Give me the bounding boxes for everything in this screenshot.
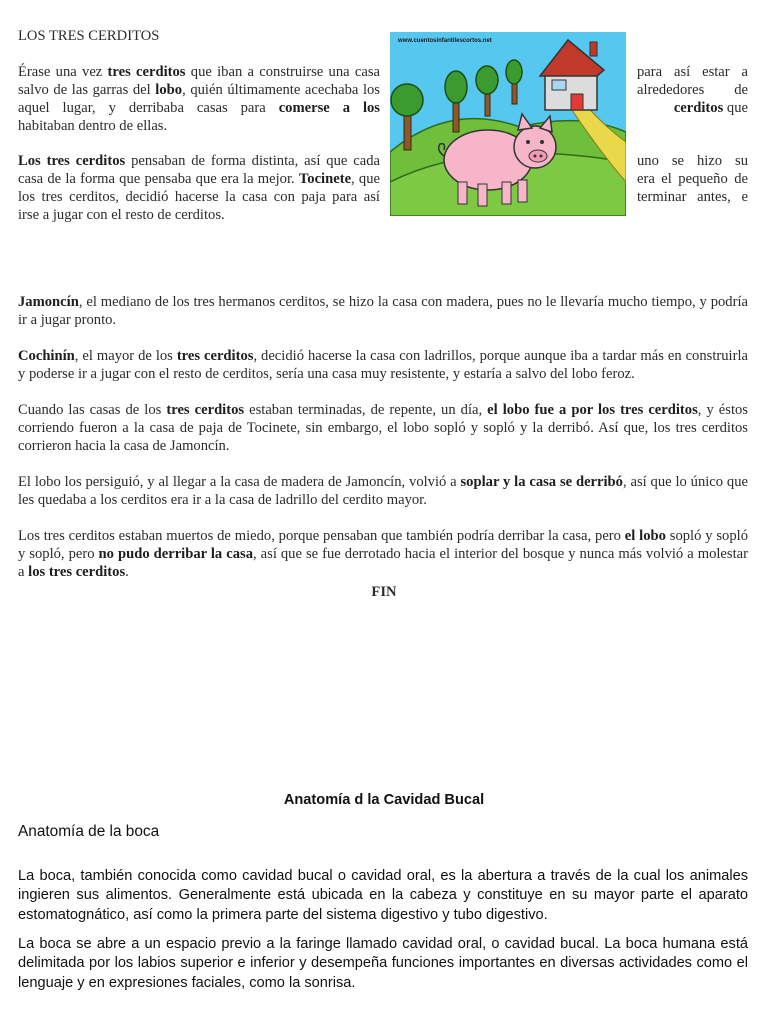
rich-line: habitaban dentro de ellas. (18, 118, 168, 134)
bold-text: Los tres cerditos (18, 153, 126, 169)
story-end: FIN (371, 584, 397, 600)
bold-text: el lobo fue a por los tres cerditos (487, 401, 698, 418)
story-paragraph-6: El lobo los persiguió, y al llegar a la casa de madera de Jamoncín, volvió a soplar y la casa se derribó, así que lo único que les quedaba a los cerditos era ir a la casa de ladrillo del cerdito mayor. (18, 473, 749, 508)
bold-text: cerditos (673, 100, 724, 116)
bold-text: comerse a los (278, 100, 380, 116)
story-title: LOS TRES CERDITOS (18, 28, 160, 44)
bold-text: el lobo (624, 527, 666, 544)
article-title: Anatomía d la Cavidad Bucal (283, 792, 485, 808)
bold-text: Cochinín (18, 347, 75, 364)
story-paragraph-5: Cuando las casas de los tres cerditos estaban terminadas, de repente, un día, el lobo fue a por los tres cerditos, y éstos corriendo fueron a la casa de paja de Tocinete, sin embargo, el lobo sopló y sopló y la derribó. Así que, los tres cerditos corrieron hacia la casa de Jamoncín. (18, 401, 748, 454)
rich-line: irse a jugar con el resto de cerditos. (18, 207, 225, 223)
bold-text: tres cerditos (107, 64, 186, 80)
article-paragraph-1: La boca, también conocida como cavidad bucal o cavidad oral, es la abertura a través de la cual los animales ingieren sus alimentos. Generalmente está ubicada en la cabeza y constituye en su mayor parte el aparato estomatognático, así como la primera parte del sistema digestivo y tubo digestivo. (18, 867, 748, 923)
rich-line: uno se hizo su (637, 153, 748, 169)
bold-text: soplar y la casa se derribó (460, 473, 623, 490)
rich-line: alrededores de (637, 82, 748, 98)
bold-text: tres cerditos (166, 401, 245, 418)
rich-line: para así estar a (637, 64, 748, 80)
rich-line: los tres cerditos, decidió hacerse la casa con paja para así (18, 189, 380, 205)
story-paragraph-3: Jamoncín, el mediano de los tres hermanos cerditos, se hizo la casa con madera, pues no le llevaría mucho tiempo, y podría ir a jugar pronto. (18, 293, 748, 328)
article-subtitle: Anatomía de la boca (18, 823, 160, 840)
rich-line: terminar antes, e (637, 189, 748, 205)
bold-text: lobo (155, 82, 183, 98)
rich-line: salvo de las garras del lobo, quién últimamente acechaba los (18, 82, 380, 98)
bold-text: no pudo derribar la casa (98, 545, 253, 562)
rich-line: Los tres cerditos pensaban de forma distinta, así que cada (18, 153, 380, 169)
story-paragraph-4: Cochinín, el mayor de los tres cerditos, decidió hacerse la casa con ladrillos, porque aunque iba a tardar más en construirla y poderse ir a jugar con el resto de cerditos, sería una casa muy resistente, y estaría a salvo del lobo feroz. (18, 347, 748, 382)
bold-text: tres cerditos (176, 347, 254, 364)
rich-line: Érase una vez tres cerditos que iban a construirse una casa (18, 64, 381, 80)
bold-text: los tres cerditos (28, 563, 126, 580)
three-pigs-illustration (390, 32, 626, 216)
rich-line: casa de la forma que pensaba que era la mejor. Tocinete, que (18, 171, 380, 187)
rich-line: cerditos que (673, 100, 748, 116)
rich-line: era el pequeño de (637, 171, 748, 187)
story-paragraph-7: Los tres cerditos estaban muertos de miedo, porque pensaban que también podría derribar la casa, pero el lobo sopló y sopló y sopló, pero no pudo derribar la casa, así que se fue derrotado hacia el interior del bosque y nunca más volvió a molestar a los tres cerditos. (18, 527, 748, 580)
bold-text: Tocinete (298, 171, 352, 187)
bold-text: Jamoncín (18, 293, 79, 310)
illustration-watermark: www.cuentosinfantilescortos.net (398, 38, 492, 44)
rich-line: aquel lugar, y derribaba casas para comerse a los (18, 100, 380, 116)
article-paragraph-2: La boca se abre a un espacio previo a la faringe llamado cavidad oral, o cavidad bucal. La boca humana está delimitada por los labios superior e inferior y desempeña funciones importantes en diversas actividades como el lenguaje y en expresiones faciales, como la sonrisa. (18, 935, 748, 991)
